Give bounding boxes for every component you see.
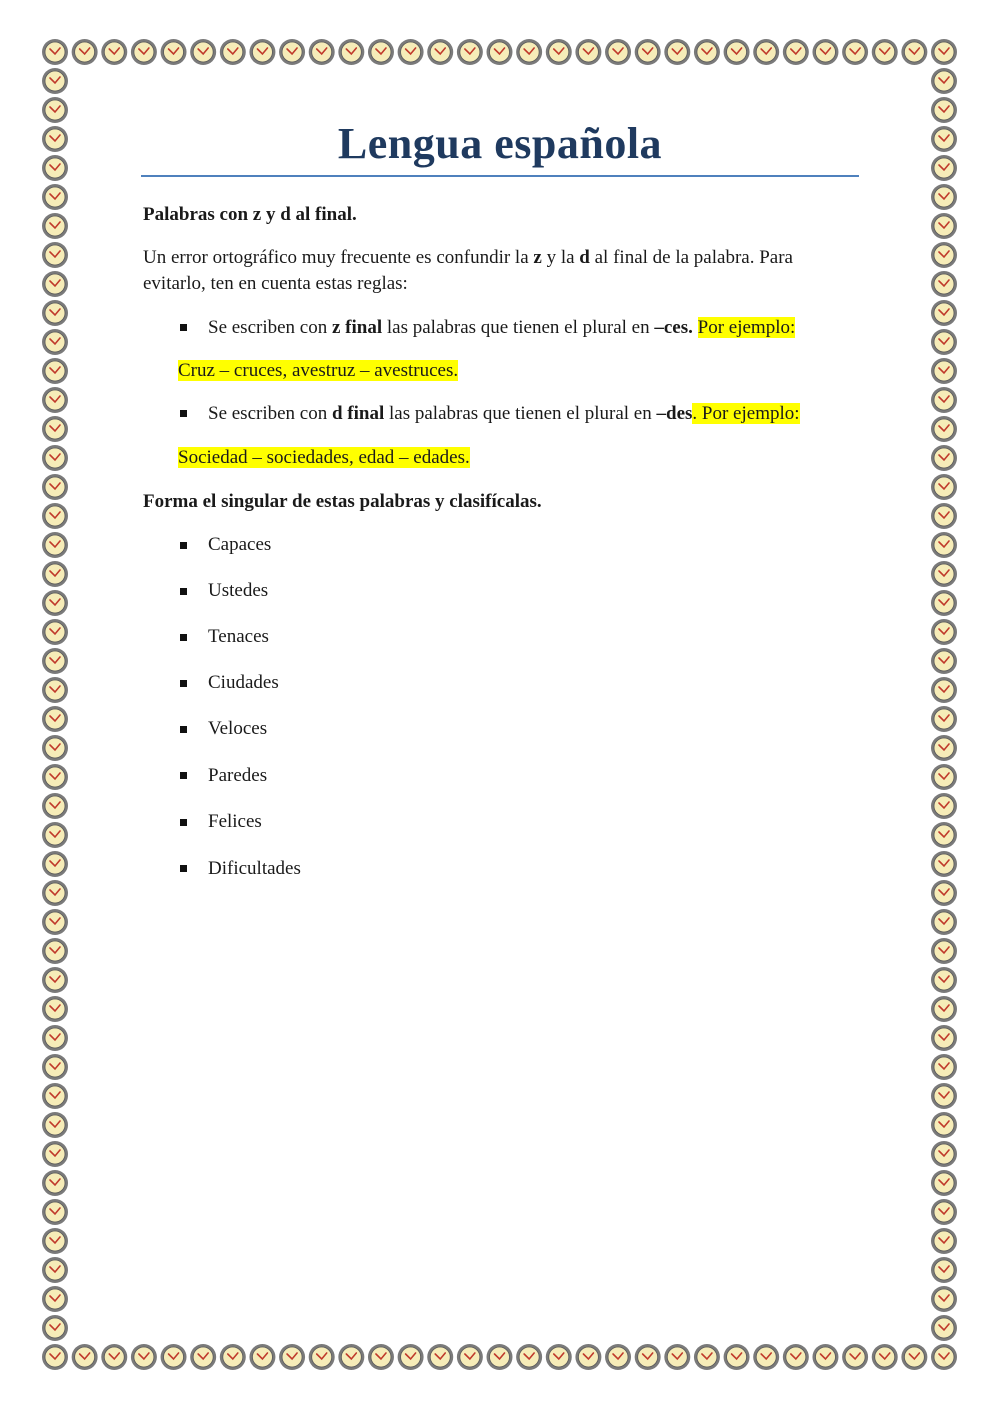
clock-icon	[42, 677, 68, 703]
word-item: Paredes	[208, 765, 268, 786]
intro-text-2: y la	[541, 247, 580, 268]
clock-icon	[931, 1228, 957, 1254]
clock-icon	[812, 1344, 838, 1370]
clock-icon	[457, 39, 483, 65]
rule-text: Se escriben con	[208, 317, 332, 338]
clock-icon	[42, 1141, 68, 1167]
clock-icon	[575, 39, 601, 65]
clock-icon	[901, 1344, 927, 1370]
clock-icon	[42, 1286, 68, 1312]
clock-icon	[635, 39, 661, 65]
clock-icon	[427, 39, 453, 65]
clock-icon	[42, 1199, 68, 1225]
clock-icon	[42, 126, 68, 152]
clock-icon	[42, 1170, 68, 1196]
clock-icon	[931, 1344, 957, 1370]
clock-icon	[931, 880, 957, 906]
clock-icon	[931, 793, 957, 819]
clock-icon	[368, 1344, 394, 1370]
clock-icon	[931, 1141, 957, 1167]
clock-icon	[724, 1344, 750, 1370]
clock-icon	[42, 1054, 68, 1080]
clock-icon	[161, 39, 187, 65]
clock-icon	[516, 1344, 542, 1370]
clock-icon	[190, 39, 216, 65]
title-divider	[141, 175, 859, 177]
clock-icon	[42, 474, 68, 500]
clock-icon	[131, 39, 157, 65]
clock-icon	[931, 1199, 957, 1225]
clock-icon	[427, 1344, 453, 1370]
clock-icon	[664, 39, 690, 65]
word-item: Tenaces	[208, 626, 269, 647]
clock-icon	[42, 416, 68, 442]
bullet-marker	[180, 680, 187, 687]
clock-icon	[42, 68, 68, 94]
clock-icon	[931, 1315, 957, 1341]
clock-icon	[931, 300, 957, 326]
section-heading: Palabras con z y d al final.	[143, 204, 357, 225]
clock-icon	[931, 1083, 957, 1109]
clock-icon	[605, 39, 631, 65]
clock-icon	[931, 97, 957, 123]
clock-icon	[931, 242, 957, 268]
word-item: Ciudades	[208, 672, 279, 693]
clock-icon	[931, 358, 957, 384]
clock-icon	[931, 39, 957, 65]
clock-icon	[575, 1344, 601, 1370]
rule-suffix: –des	[656, 403, 693, 424]
clock-icon	[753, 1344, 779, 1370]
clock-icon	[931, 1286, 957, 1312]
clock-icon	[724, 39, 750, 65]
clock-icon	[931, 445, 957, 471]
clock-icon	[42, 1112, 68, 1138]
rule-highlight: Por ejemplo:	[697, 317, 796, 338]
clock-icon	[42, 619, 68, 645]
clock-icon	[931, 706, 957, 732]
clock-icon	[931, 387, 957, 413]
clock-icon	[161, 1344, 187, 1370]
clock-icon	[368, 39, 394, 65]
clock-icon	[783, 1344, 809, 1370]
clock-icon	[42, 1315, 68, 1341]
clock-icon	[42, 97, 68, 123]
clock-icon	[901, 39, 927, 65]
clock-icon	[931, 416, 957, 442]
clock-icon	[249, 39, 275, 65]
clock-icon	[101, 1344, 127, 1370]
clock-icon	[931, 561, 957, 587]
clock-icon	[487, 1344, 513, 1370]
clock-icon	[931, 1257, 957, 1283]
clock-icon	[309, 1344, 335, 1370]
bullet-marker	[180, 542, 187, 549]
clock-icon	[872, 39, 898, 65]
example-d	[178, 446, 470, 470]
clock-icon	[398, 1344, 424, 1370]
clock-icon	[42, 1025, 68, 1051]
clock-icon	[42, 213, 68, 239]
word-item: Ustedes	[208, 580, 269, 601]
intro-paragraph	[143, 245, 843, 297]
clock-icon	[42, 445, 68, 471]
clock-icon	[931, 764, 957, 790]
clock-icon	[42, 39, 68, 65]
clock-icon	[279, 1344, 305, 1370]
clock-icon	[42, 561, 68, 587]
clock-icon	[249, 1344, 275, 1370]
clock-icon	[72, 39, 98, 65]
clock-icon	[931, 474, 957, 500]
clock-icon	[931, 1112, 957, 1138]
clock-icon	[309, 39, 335, 65]
bullet-marker	[180, 324, 187, 331]
clock-icon	[42, 532, 68, 558]
clock-icon	[931, 184, 957, 210]
rule-d	[208, 402, 800, 426]
rule-bold: z final	[331, 317, 383, 338]
clock-icon	[605, 1344, 631, 1370]
clock-icon	[931, 851, 957, 877]
clock-icon	[42, 764, 68, 790]
word-item: Dificultades	[208, 858, 301, 879]
intro-letter-z: z	[533, 247, 542, 268]
rule-bold: d final	[331, 403, 385, 424]
clock-icon	[931, 822, 957, 848]
bullet-marker	[180, 634, 187, 641]
clock-icon	[42, 648, 68, 674]
clock-icon	[42, 938, 68, 964]
clock-icon	[931, 938, 957, 964]
clock-icon	[42, 155, 68, 181]
clock-icon	[398, 39, 424, 65]
clock-icon	[931, 1054, 957, 1080]
clock-icon	[931, 996, 957, 1022]
example-z	[178, 359, 458, 383]
clock-icon	[931, 619, 957, 645]
clock-icon	[42, 300, 68, 326]
clock-icon	[664, 1344, 690, 1370]
clock-icon	[694, 1344, 720, 1370]
clock-icon	[931, 126, 957, 152]
clock-icon	[131, 1344, 157, 1370]
clock-icon	[220, 39, 246, 65]
clock-icon	[42, 242, 68, 268]
clock-icon	[279, 39, 305, 65]
clock-icon	[931, 909, 957, 935]
intro-text-1: Un error ortográfico muy frecuente es confundir la	[143, 247, 534, 268]
clock-icon	[42, 271, 68, 297]
rule-text: Se escriben con	[208, 403, 332, 424]
clock-icon	[931, 648, 957, 674]
clock-icon	[516, 39, 542, 65]
clock-icon	[872, 1344, 898, 1370]
clock-icon	[546, 1344, 572, 1370]
bullet-marker	[180, 819, 187, 826]
clock-icon	[42, 967, 68, 993]
clock-icon	[931, 1025, 957, 1051]
intro-letter-d: d	[579, 247, 590, 268]
clock-icon	[457, 1344, 483, 1370]
clock-icon	[42, 590, 68, 616]
clock-icon	[842, 39, 868, 65]
clock-icon	[42, 793, 68, 819]
clock-icon	[42, 1257, 68, 1283]
clock-icon	[42, 1228, 68, 1254]
clock-icon	[220, 1344, 246, 1370]
clock-icon	[42, 503, 68, 529]
bullet-marker	[180, 865, 187, 872]
clock-icon	[190, 1344, 216, 1370]
clock-icon	[931, 735, 957, 761]
clock-icon	[931, 68, 957, 94]
rule-suffix: –ces.	[654, 317, 693, 338]
clock-icon	[42, 706, 68, 732]
clock-icon	[42, 387, 68, 413]
page-title: Lengua española	[337, 119, 663, 168]
rule-text: las palabras que tienen el plural en	[382, 317, 655, 338]
clock-icon	[42, 1344, 68, 1370]
rule-text: las palabras que tienen el plural en	[384, 403, 657, 424]
word-item: Capaces	[208, 534, 272, 555]
clock-icon	[42, 880, 68, 906]
clock-icon	[783, 39, 809, 65]
word-item: Veloces	[208, 718, 268, 739]
clock-icon	[42, 1083, 68, 1109]
clock-icon	[72, 1344, 98, 1370]
bullet-marker	[180, 588, 187, 595]
clock-icon	[635, 1344, 661, 1370]
clock-icon	[42, 909, 68, 935]
clock-icon	[101, 39, 127, 65]
clock-icon	[931, 590, 957, 616]
clock-icon	[694, 39, 720, 65]
clock-icon	[42, 358, 68, 384]
clock-icon	[931, 532, 957, 558]
clock-icon	[42, 329, 68, 355]
clock-icon	[931, 677, 957, 703]
bullet-marker	[180, 410, 187, 417]
clock-icon	[753, 39, 779, 65]
clock-icon	[487, 39, 513, 65]
clock-icon	[338, 39, 364, 65]
clock-icon	[842, 1344, 868, 1370]
rule-z	[208, 316, 795, 340]
intro-text-3: al final de la palabra. Para evitarlo, ten en cuenta estas reglas:	[143, 247, 793, 294]
clock-icon	[931, 329, 957, 355]
exercise-heading: Forma el singular de estas palabras y clasifícalas.	[143, 491, 542, 512]
word-item: Felices	[208, 811, 262, 832]
clock-icon	[931, 213, 957, 239]
clock-icon	[546, 39, 572, 65]
bullet-marker	[180, 726, 187, 733]
clock-icon	[931, 503, 957, 529]
clock-icon	[42, 851, 68, 877]
clock-icon	[42, 996, 68, 1022]
clock-icon	[42, 735, 68, 761]
clock-icon	[931, 271, 957, 297]
example-highlight: Cruz – cruces, avestruz – avestruces.	[178, 360, 459, 381]
rule-highlight: . Por ejemplo:	[692, 403, 800, 424]
clock-icon	[931, 155, 957, 181]
clock-icon	[812, 39, 838, 65]
bullet-marker	[180, 772, 187, 779]
clock-icon	[42, 184, 68, 210]
clock-icon	[42, 822, 68, 848]
clock-icon	[931, 1170, 957, 1196]
clock-icon	[931, 967, 957, 993]
example-highlight: Sociedad – sociedades, edad – edades.	[178, 447, 470, 468]
clock-icon	[338, 1344, 364, 1370]
